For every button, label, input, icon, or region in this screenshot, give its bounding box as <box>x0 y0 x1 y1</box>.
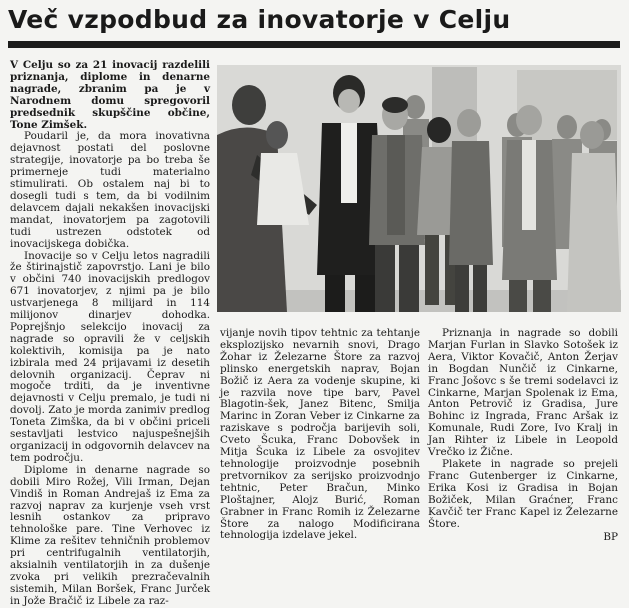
column-2 <box>220 328 420 542</box>
lead-paragraph: V Celju so za 21 inovacij razdelili priznanja, diplome in denarne nagrade, zbranim pa je v Narodnem domu spregovoril predsednik skupščine občine, Tone Zimšek. <box>10 59 210 131</box>
body-paragraph: Poudaril je, da mora inovativna dejavnost postati del poslovne strategije, inovatorje pa bo treba še primerneje tudi materialno stimulirati. Ob ostalem naj bi to dosegli tudi s tem, da bi vodilnim delavcem dajali nekakšen inovacijski mandat, inovatorjem pa zagotovili tudi ustrezen odstotek od inovacijskega dobička. <box>10 130 210 250</box>
column-1 <box>10 60 210 608</box>
body-paragraph: Inovacije so v Celju letos nagradili že štirinajstič zapovrstjo. Lani je bilo v občini 740 inovacijskih predlogov 671 inovatorjev, z njimi pa je bilo ustvarjenega 8 milijard in 114 milijonov dinarjev dohodka. Poprejšnjo selekcijo inovacij za nagrade so opravili že v celjskih kolektivih, komisija pa je nato izbirala med 24 prijavami iz desetih delovnih organizacij. Čeprav ni mogoče trditi, da je inventivne dejavnosti v Celju premalo, je tudi ni dovolj. Zato je morda zanimiv predlog Toneta Zimška, da bi v občini priceli sestavljati lestvico najuspešnejših organizacij in odgovornih delavcev na tem področju. <box>10 249 210 464</box>
body-paragraph: Priznanja in nagrade so dobili Marjan Furlan in Slavko Sotošek iz Aera, Viktor Kovačič, Anton Žerjav in Bogdan Nunčič iz Cinkarne, Franc Jošovc s še tremi sodelavci iz Cinkarne, Marjan Spolenak iz Ema, Anton Petrovič iz Gradisa, Jure Bohinc iz Ingrada, Franc Aršak iz Komunale, Rudi Zore, Ivo Kralj in Jan Rihter iz Libele in Leopold Vrečko iz Žične. <box>428 327 618 459</box>
award-ceremony-photo <box>217 65 621 312</box>
body-paragraph: Plakete in nagrade so prejeli Franc Gutenberger iz Cinkarne, Erika Kosi iz Gradisa in Bojan Božiček, Milan Graćner, Franc Kavčič ter Franc Kapel iz Železarne Štore. <box>428 457 618 530</box>
headline-rule <box>8 41 620 48</box>
body-paragraph: Diplome in denarne nagrade so dobili Miro Rožej, Vili Irman, Dejan Vindiš in Roman Andrejaš iz Ema za razvoj naprav za kurjenje vseh vrst lesnih ostankov za pripravo tehnološke pare. Tine Verhovec iz Klime za rešitev tehničnih problemov pri centrifugalnih ventilatorjih, aksialnih ventilatorjih in za dušenje zvoka pri velikih prezračevalnih sistemih, Milan Boršek, Franc Jurček in Jože Bračič iz Libele za raz- <box>10 463 210 607</box>
headline: Več vzpodbud za inovatorje v Celju <box>8 5 511 34</box>
body-paragraph: vijanje novih tipov tehtnic za tehtanje eksplozijsko nevarnih snovi, Drago Žohar iz Železarne Štore za razvoj plinsko energetskih naprav, Bojan Božič iz Aera za vodenje skupine, ki je razvila nove tipe barv, Pavel Blagotin-šek, Janez Bitenc, Smilja Marinc in Zoran Veber iz Cinkarne za raziskave s področja barijevih soli, Cveto Šcuka, Franc Dobovšek in Mitja Šcuka iz Libele za osvojitev tehnologije proizvodnje posebnih pretvornikov za serijsko proizvodnjo tehtnic, Peter Bračun, Minko Ploštajner, Alojz Burić, Roman Grabner in Franc Romih iz Železarne Štore za nalogo Modificirana tehnologija izdelave jekel. <box>220 327 420 542</box>
column-3 <box>428 328 618 544</box>
photo-illustration <box>217 65 621 312</box>
author-signature: BP <box>603 531 618 544</box>
